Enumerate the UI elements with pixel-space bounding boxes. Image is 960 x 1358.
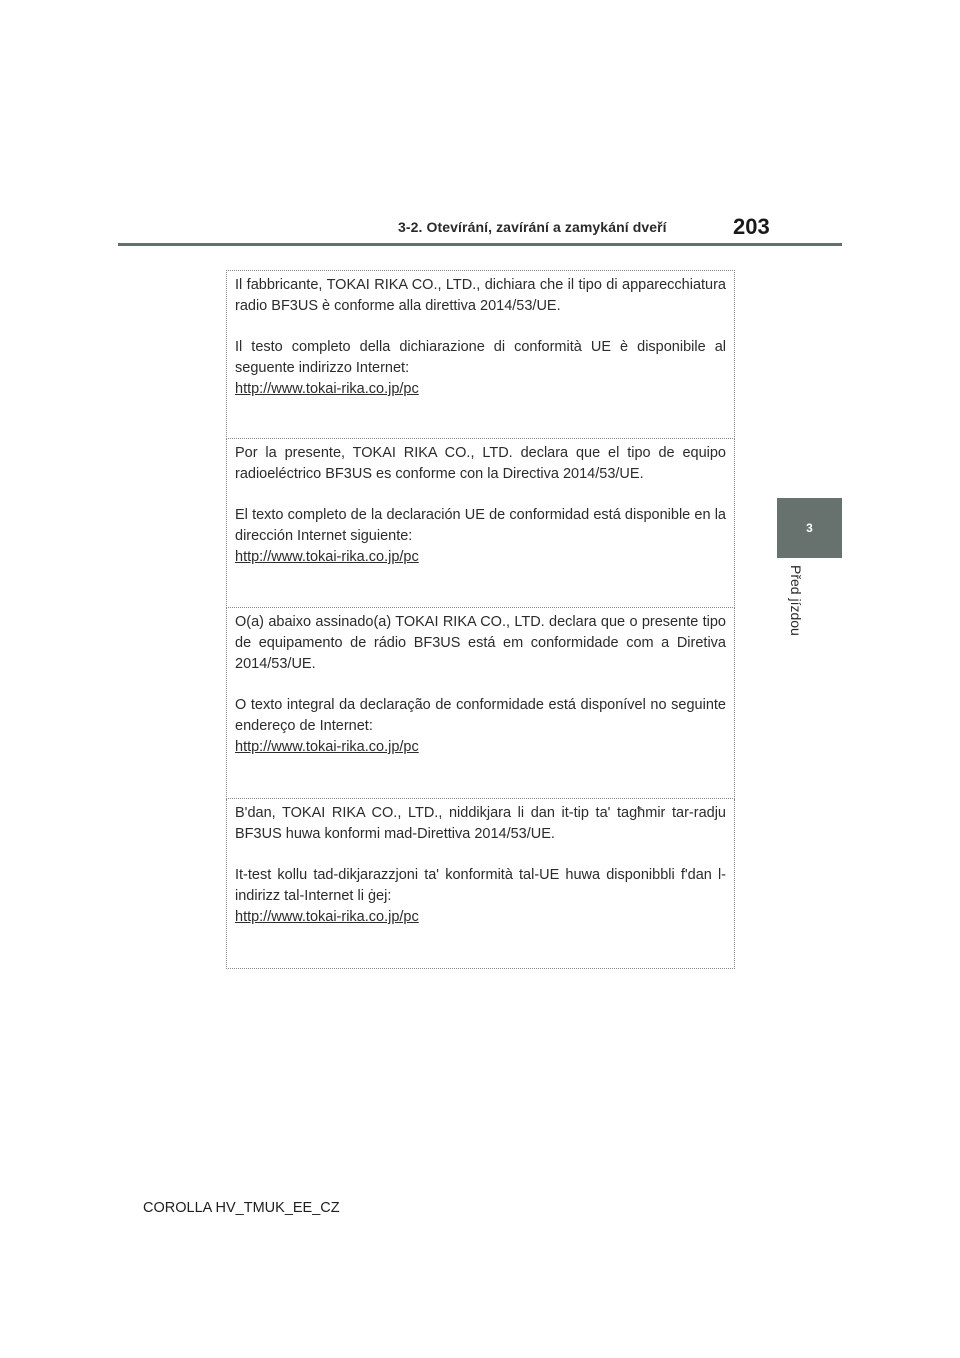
declaration-link[interactable]: http://www.tokai-rika.co.jp/pc [235, 549, 419, 565]
declaration-link[interactable]: http://www.tokai-rika.co.jp/pc [235, 739, 419, 755]
chapter-label: Před jízdou [788, 565, 804, 636]
declaration-text: Por la presente, TOKAI RIKA CO., LTD. declara que el tipo de equipo radioeléctrico BF3US es conforme con la Directiva 2014/53/UE. [235, 445, 726, 482]
declaration-text: Il fabbricante, TOKAI RIKA CO., LTD., dichiara che il tipo di apparecchiatura radio BF3US è conforme alla direttiva 2014/53/UE. [235, 277, 726, 314]
declaration-box-portuguese [226, 608, 735, 799]
availability-text: Il testo completo della dichiarazione di conformità UE è disponibile al seguente indirizzo Internet: [235, 339, 726, 376]
section-title: 3-2. Otevírání, zavírání a zamykání dveří [398, 219, 667, 235]
chapter-number: 3 [806, 521, 813, 535]
declaration-box-italian [226, 270, 735, 439]
declaration-text: O(a) abaixo assinado(a) TOKAI RIKA CO., LTD. declara que o presente tipo de equipamento de rádio BF3US está em conformidade com a Diretiva 2014/53/UE. [235, 614, 726, 672]
availability-text: El texto completo de la declaración UE de conformidad está disponible en la dirección Internet siguiente: [235, 507, 726, 544]
declaration-link[interactable]: http://www.tokai-rika.co.jp/pc [235, 381, 419, 397]
declaration-box-maltese [226, 799, 735, 969]
chapter-tab [777, 498, 842, 558]
declaration-link[interactable]: http://www.tokai-rika.co.jp/pc [235, 909, 419, 925]
availability-text: O texto integral da declaração de conformidade está disponível no seguinte endereço de Internet: [235, 697, 726, 734]
availability-text: It-test kollu tad-dikjarazzjoni ta' konformità tal-UE huwa disponibbli f'dan l-indirizz tal-Internet li ġej: [235, 867, 726, 904]
model-code: COROLLA HV_TMUK_EE_CZ [143, 1200, 340, 1216]
page-number: 203 [733, 214, 770, 239]
declaration-box-spanish [226, 439, 735, 608]
declaration-text: B'dan, TOKAI RIKA CO., LTD., niddikjara li dan it-tip ta' tagħmir tar-radju BF3US huwa konformi mad-Direttiva 2014/53/UE. [235, 805, 726, 842]
header-divider [118, 243, 842, 246]
